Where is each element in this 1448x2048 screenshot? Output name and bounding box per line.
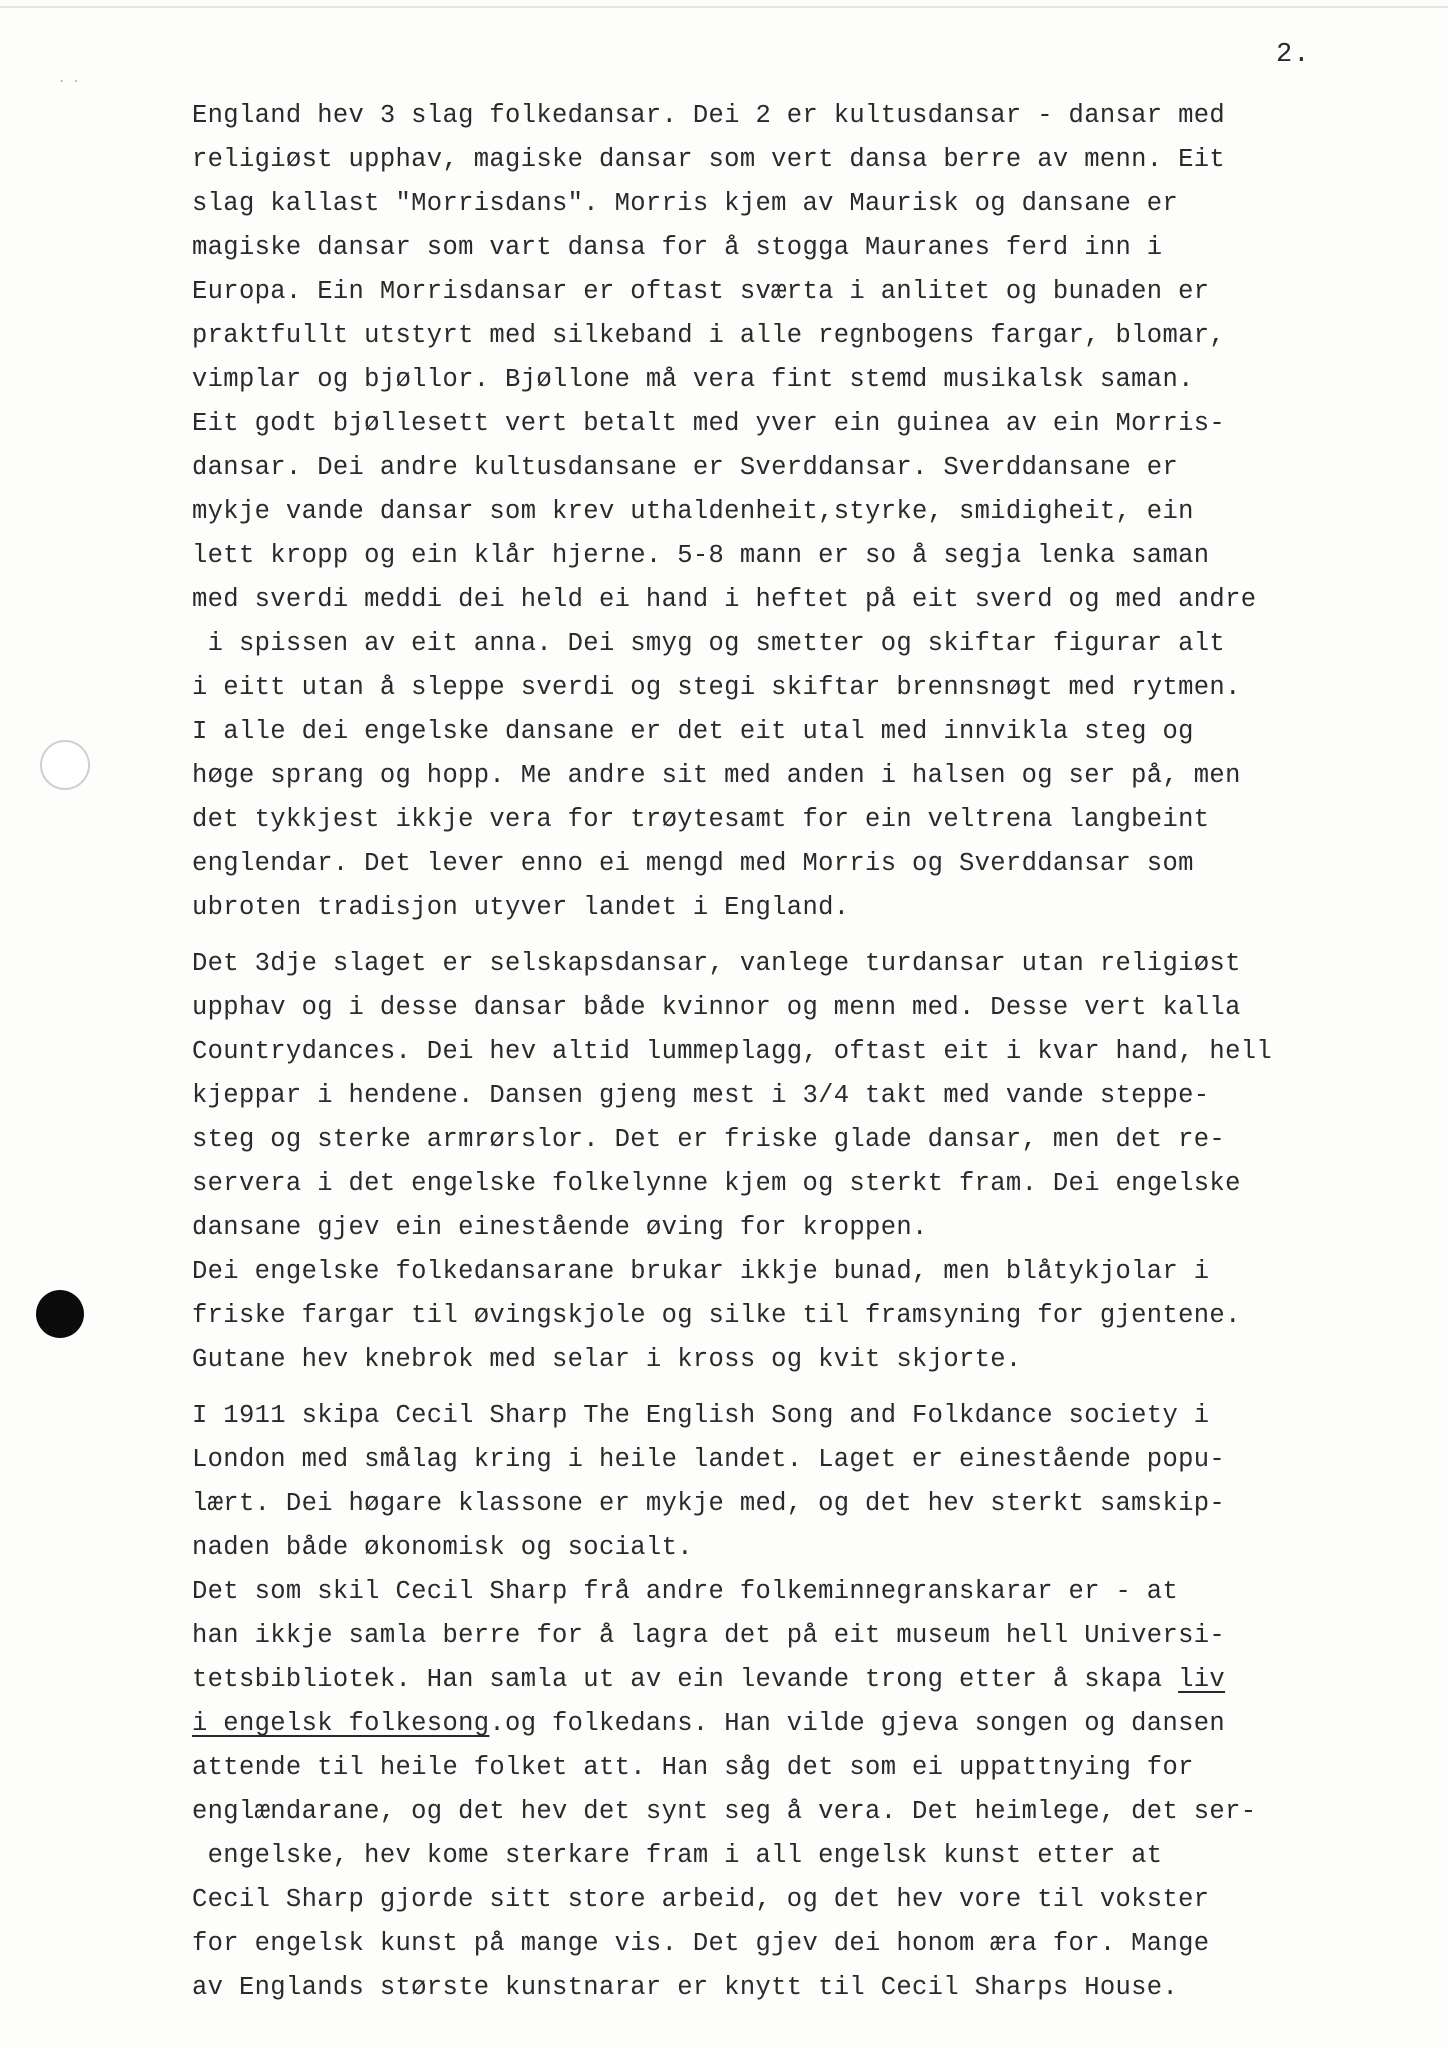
text-line: englendar. Det lever enno ei mengd med Morris og Sverddansar som: [192, 849, 1194, 878]
page-number: 2.: [1276, 40, 1311, 70]
text-line: attende til heile folket att. Han såg det som ei uppattnying for: [192, 1753, 1194, 1782]
paragraph: [192, 942, 1424, 1382]
text-line: for engelsk kunst på mange vis. Det gjev dei honom æra for. Mange: [192, 1929, 1210, 1958]
text-line: Gutane hev knebrok med selar i kross og kvit skjorte.: [192, 1345, 1022, 1374]
text-line: i spissen av eit anna. Dei smyg og smetter og skiftar figurar alt: [192, 629, 1226, 658]
text-line: lært. Dei høgare klassone er mykje med, og det hev sterkt samskip-: [192, 1489, 1226, 1518]
page-top-edge: [0, 6, 1448, 8]
text-line: I alle dei engelske dansane er det eit utal med innvikla steg og: [192, 717, 1194, 746]
text-line: Cecil Sharp gjorde sitt store arbeid, og det hev vore til vokster: [192, 1885, 1210, 1914]
punch-hole-top: [40, 740, 90, 790]
corner-mark: . .: [58, 72, 80, 86]
text-line: mykje vande dansar som krev uthaldenheit,styrke, smidigheit, ein: [192, 497, 1194, 526]
text-line: i engelsk folkesong.og folkedans. Han vilde gjeva songen og dansen: [192, 1709, 1226, 1738]
text-line: England hev 3 slag folkedansar. Dei 2 er kultusdansar - dansar med: [192, 101, 1226, 130]
text-line: englændarane, og det hev det synt seg å vera. Det heimlege, det ser-: [192, 1797, 1257, 1826]
text-line: Dei engelske folkedansarane brukar ikkje bunad, men blåtykjolar i: [192, 1257, 1210, 1286]
underlined-fragment: liv: [1178, 1665, 1226, 1694]
text-line: praktfullt utstyrt med silkeband i alle regnbogens fargar, blomar,: [192, 321, 1226, 350]
text-line: lett kropp og ein klår hjerne. 5-8 mann er so å segja lenka saman: [192, 541, 1210, 570]
text-line: tetsbibliotek. Han samla ut av ein levande trong etter å skapa liv: [192, 1665, 1226, 1694]
text-line: slag kallast "Morrisdans". Morris kjem av Maurisk og dansane er: [192, 189, 1179, 218]
text-line: vimplar og bjøllor. Bjøllone må vera fint stemd musikalsk saman.: [192, 365, 1194, 394]
text-line: engelske, hev kome sterkare fram i all engelsk kunst etter at: [192, 1841, 1163, 1870]
paragraph-gap: [192, 1382, 1424, 1394]
text-line: det tykkjest ikkje vera for trøytesamt for ein veltrena langbeint: [192, 805, 1210, 834]
text-line: kjeppar i hendene. Dansen gjeng mest i 3/4 takt med vande steppe-: [192, 1081, 1210, 1110]
paragraph-gap: [192, 930, 1424, 942]
text-line: høge sprang og hopp. Me andre sit med anden i halsen og ser på, men: [192, 761, 1241, 790]
text-line: Europa. Ein Morrisdansar er oftast sværta i anlitet og bunaden er: [192, 277, 1210, 306]
text-line: London med smålag kring i heile landet. Laget er einestående popu-: [192, 1445, 1226, 1474]
text-line: servera i det engelske folkelynne kjem og sterkt fram. Dei engelske: [192, 1169, 1241, 1198]
underlined-fragment: i engelsk folkesong: [192, 1709, 490, 1738]
text-line: naden både økonomisk og socialt.: [192, 1533, 693, 1562]
text-line: med sverdi meddi dei held ei hand i heftet på eit sverd og med andre: [192, 585, 1257, 614]
paragraph: [192, 94, 1424, 930]
text-line: ubroten tradisjon utyver landet i England.: [192, 893, 850, 922]
text-line: Det som skil Cecil Sharp frå andre folkeminnegranskarar er - at: [192, 1577, 1179, 1606]
text-line: i eitt utan å sleppe sverdi og stegi skiftar brennsnøgt med rytmen.: [192, 673, 1241, 702]
text-line: I 1911 skipa Cecil Sharp The English Song and Folkdance society i: [192, 1401, 1210, 1430]
punch-hole-bottom: [36, 1290, 84, 1338]
text-line: av Englands største kunstnarar er knytt til Cecil Sharps House.: [192, 1973, 1179, 2002]
body-text: [192, 94, 1424, 2010]
text-line: Eit godt bjøllesett vert betalt med yver ein guinea av ein Morris-: [192, 409, 1226, 438]
text-line: steg og sterke armrørslor. Det er friske glade dansar, men det re-: [192, 1125, 1226, 1154]
text-line: friske fargar til øvingskjole og silke til framsyning for gjentene.: [192, 1301, 1241, 1330]
text-line: Countrydances. Dei hev altid lummeplagg, oftast eit i kvar hand, hell: [192, 1037, 1273, 1066]
text-line: han ikkje samla berre for å lagra det på eit museum hell Universi-: [192, 1621, 1226, 1650]
paragraph: [192, 1394, 1424, 2010]
text-line: Det 3dje slaget er selskapsdansar, vanlege turdansar utan religiøst: [192, 949, 1241, 978]
text-line: dansane gjev ein einestående øving for kroppen.: [192, 1213, 928, 1242]
text-line: magiske dansar som vart dansa for å stogga Mauranes ferd inn i: [192, 233, 1163, 262]
text-line: upphav og i desse dansar både kvinnor og menn med. Desse vert kalla: [192, 993, 1241, 1022]
text-line: religiøst upphav, magiske dansar som vert dansa berre av menn. Eit: [192, 145, 1226, 174]
text-line: dansar. Dei andre kultusdansane er Sverddansar. Sverddansane er: [192, 453, 1179, 482]
